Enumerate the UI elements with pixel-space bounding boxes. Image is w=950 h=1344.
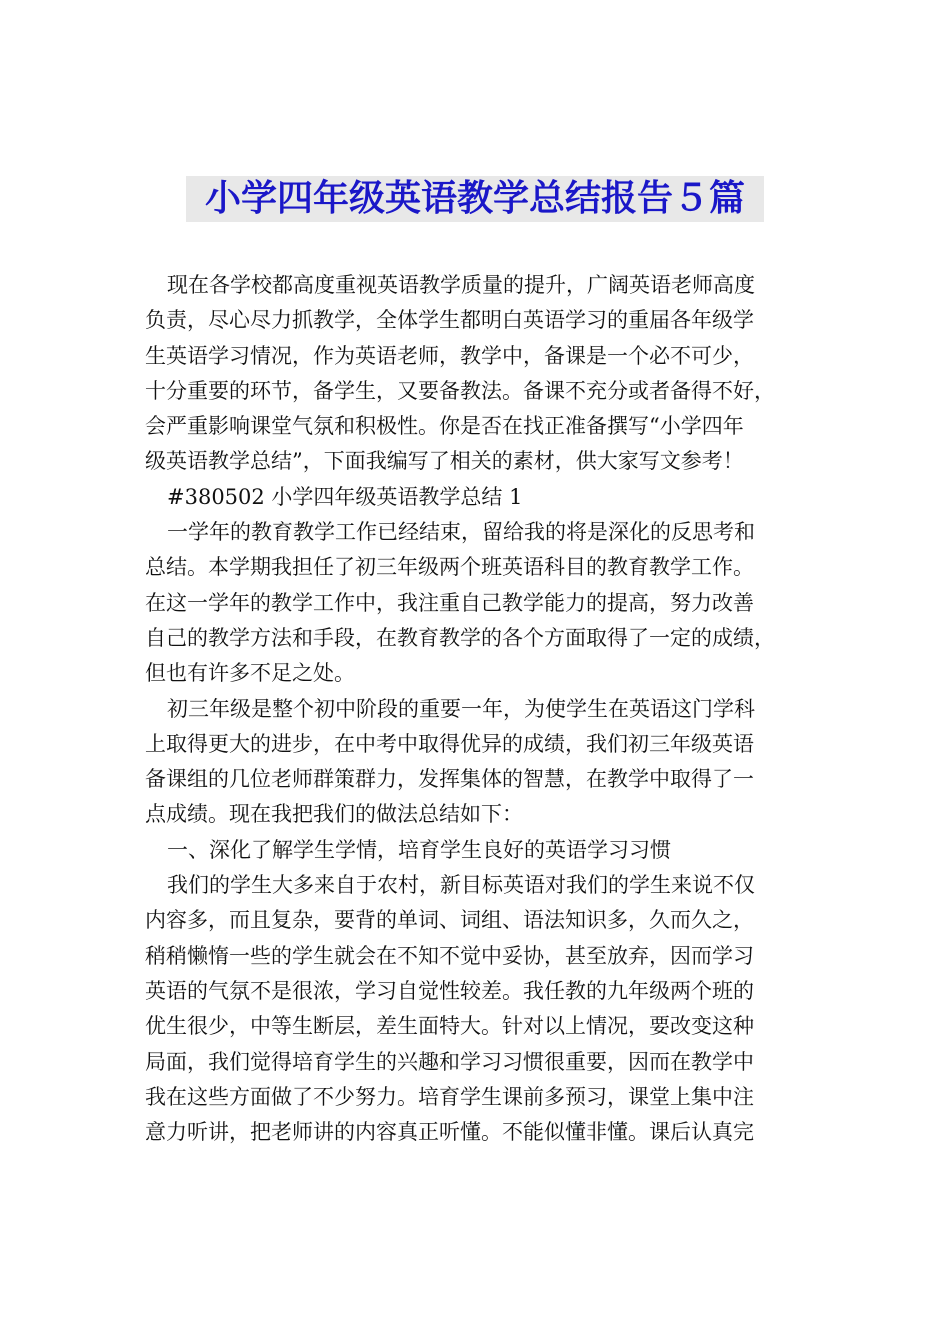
text-line: 生英语学习情况，作为英语老师，教学中，备课是一个必不可少， [145, 343, 754, 368]
text-line: 在这一学年的教学工作中，我注重自己教学能力的提高，努力改善 [145, 590, 754, 615]
text-line: 十分重要的环节，备学生，又要备教法。备课不充分或者备得不好， [145, 378, 775, 403]
text-line: 点成绩。现在我把我们的做法总结如下： [145, 802, 523, 827]
text-line: 级英语教学总结”，下面我编写了相关的素材，供大家写文参考！ [145, 449, 744, 474]
text-line: 但也有许多不足之处。 [145, 661, 355, 686]
text-line: 自己的教学方法和手段，在教育教学的各个方面取得了一定的成绩， [145, 625, 775, 650]
text-line: 我在这些方面做了不少努力。培育学生课前多预习，课堂上集中注 [145, 1084, 754, 1109]
document-body [145, 268, 825, 1150]
text-line: 一学年的教育教学工作已经结束，留给我的将是深化的反思考和 [167, 520, 755, 545]
text-line: 备课组的几位老师群策群力，发挥集体的智慧，在教学中取得了一 [145, 767, 754, 792]
section-heading: 一、深化了解学生学情，培育学生良好的英语学习习惯 [167, 837, 671, 862]
text-line: 内容多，而且复杂，要背的单词、词组、语法知识多，久而久之， [145, 908, 754, 933]
text-line: 局面，我们觉得培育学生的兴趣和学习习惯很重要，因而在教学中 [145, 1049, 754, 1074]
text-line: 我们的学生大多来自于农村，新目标英语对我们的学生来说不仅 [167, 873, 755, 898]
document-title: 小学四年级英语教学总结报告５篇 [186, 176, 764, 222]
text-line: 稍稍懒惰一些的学生就会在不知不觉中妥协，甚至放弃，因而学习 [145, 943, 754, 968]
text-line: 会严重影响课堂气氛和积极性。你是否在找正准备撰写“小学四年 [145, 414, 744, 439]
section-heading: #380502 小学四年级英语教学总结 1 [167, 484, 523, 509]
text-line: 英语的气氛不是很浓，学习自觉性较差。我任教的九年级两个班的 [145, 978, 754, 1003]
text-line: 负责，尽心尽力抓教学，全体学生都明白英语学习的重届各年级学 [145, 308, 754, 333]
text-line: 意力听讲，把老师讲的内容真正听懂。不能似懂非懂。课后认真完 [145, 1120, 754, 1145]
text-line: 优生很少，中等生断层，差生面特大。针对以上情况，要改变这种 [145, 1014, 754, 1039]
text-line: 上取得更大的进步，在中考中取得优异的成绩，我们初三年级英语 [145, 731, 754, 756]
text-line: 总结。本学期我担任了初三年级两个班英语科目的教育教学工作。 [145, 555, 754, 580]
text-line: 初三年级是整个初中阶段的重要一年，为使学生在英语这门学科 [167, 696, 755, 721]
text-line: 现在各学校都高度重视英语教学质量的提升，广阔英语老师高度 [167, 273, 755, 297]
